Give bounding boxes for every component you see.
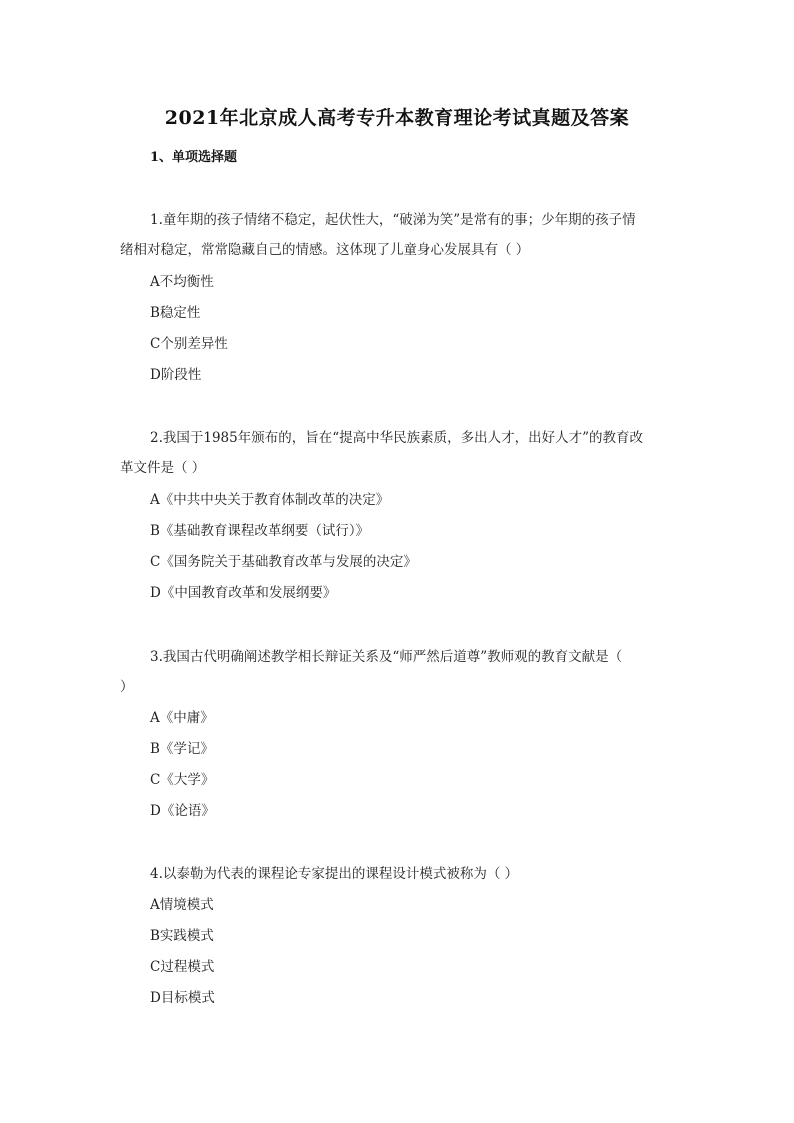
question-3-line-2: ）	[120, 679, 134, 695]
question-2-option-b: B《基础教育课程改革纲要（试行）》	[150, 523, 370, 539]
question-4-line-1: 4.以泰勒为代表的课程论专家提出的课程设计模式被称为（ ）	[150, 866, 519, 882]
question-3-line-1: 3.我国古代明确阐述教学相长辩证关系及“师严然后道尊”教师观的教育文献是（	[150, 649, 623, 665]
question-3-option-b: B《学记》	[150, 741, 214, 757]
question-1-option-d: D阶段性	[150, 367, 202, 383]
question-1-line-1: 1.童年期的孩子情绪不稳定，起伏性大，“破涕为笑”是常有的事；少年期的孩子情	[150, 212, 636, 228]
question-1-option-a: A不均衡性	[150, 274, 214, 290]
question-1-option-c: C个别差异性	[150, 336, 228, 352]
question-4-option-a: A情境模式	[150, 897, 214, 913]
question-1-line-2: 绪相对稳定，常常隐藏自己的情感。这体现了儿童身心发展具有（ ）	[120, 242, 530, 258]
question-2-option-d: D《中国教育改革和发展纲要》	[150, 585, 337, 601]
question-3-option-a: A《中庸》	[150, 710, 214, 726]
question-2-option-a: A《中共中央关于教育体制改革的决定》	[150, 492, 390, 508]
question-4-option-b: B实践模式	[150, 928, 214, 944]
question-2-line-2: 革文件是（ ）	[120, 460, 206, 476]
section-heading: 1、单项选择题	[150, 150, 238, 165]
question-4-option-d: D目标模式	[150, 990, 215, 1006]
question-3-option-d: D《论语》	[150, 803, 215, 819]
document-title: 2021年北京成人高考专升本教育理论考试真题及答案	[164, 107, 630, 129]
question-1-option-b: B稳定性	[150, 305, 201, 321]
question-2-option-c: C《国务院关于基础教育改革与发展的决定》	[150, 554, 417, 570]
question-3-option-c: C《大学》	[150, 772, 215, 788]
question-2-line-1: 2.我国于1985年颁布的，旨在“提高中华民族素质，多出人才，出好人才”的教育改	[150, 430, 644, 446]
question-4-option-c: C过程模式	[150, 959, 215, 975]
